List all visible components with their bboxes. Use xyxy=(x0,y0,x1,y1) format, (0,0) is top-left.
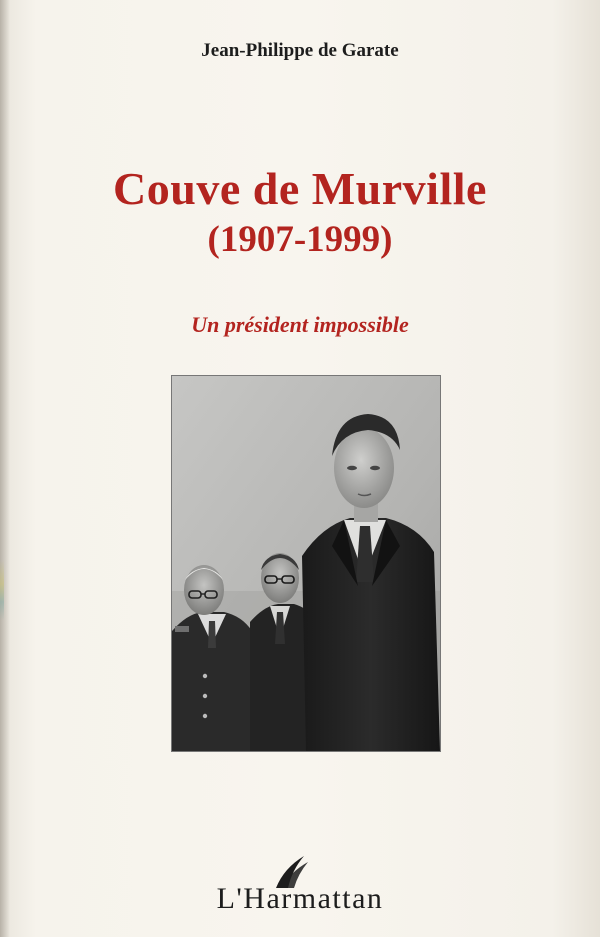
cover-photograph xyxy=(172,376,440,751)
spine-shadow xyxy=(0,0,10,937)
book-subtitle: Un président impossible xyxy=(191,312,409,337)
book-title: Couve de Murville xyxy=(113,163,487,214)
book-dates: (1907-1999) xyxy=(207,219,393,260)
author-name: Jean-Philippe de Garate xyxy=(201,40,399,61)
photograph-illustration xyxy=(172,376,440,751)
publisher-name: L'Harmattan xyxy=(216,882,384,915)
edge-glint xyxy=(0,560,4,620)
publisher-mark xyxy=(0,868,600,916)
